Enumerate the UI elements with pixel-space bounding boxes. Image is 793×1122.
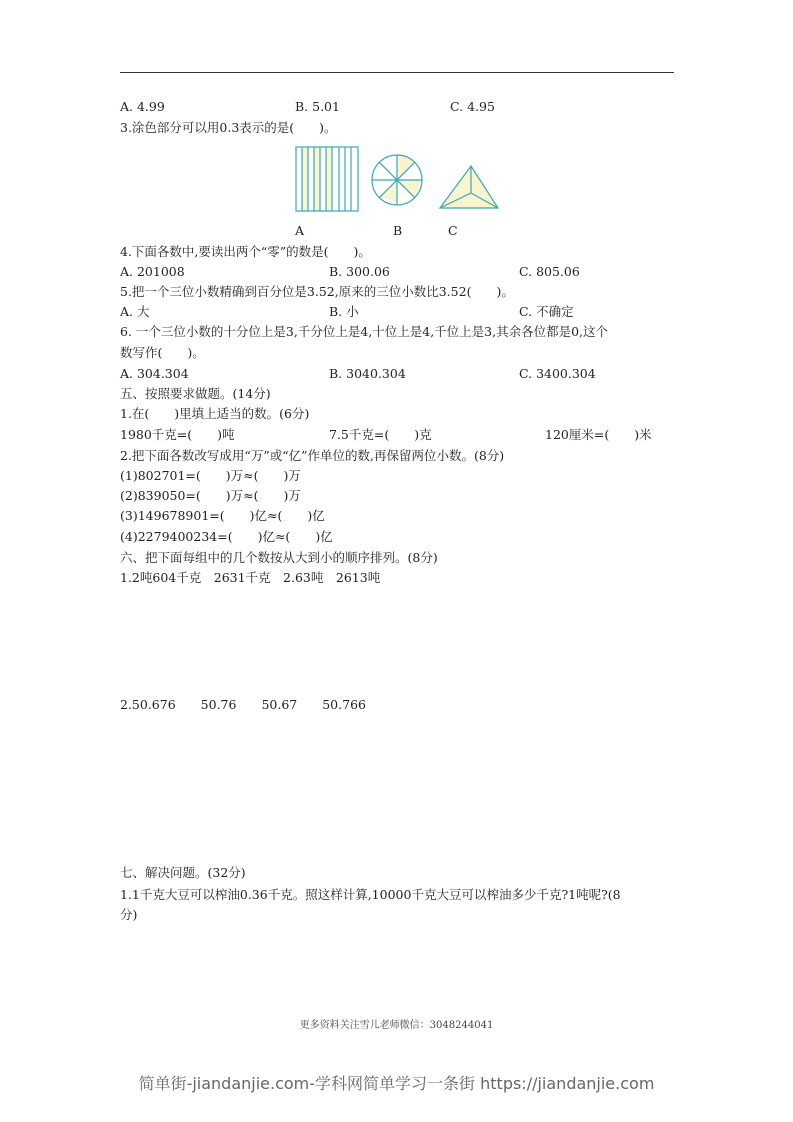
s7-question-1: 1.1千克大豆可以榨油0.36千克。照这样计算,10000千克大豆可以榨油多少千克?1吨呢?(8 (120, 887, 621, 902)
question-5: 5.把一个三位小数精确到百分位是3.52,原来的三位小数比3.52( )。 (120, 284, 514, 299)
footer-note: 更多资料关注雪儿老师微信：3048244041 (299, 1020, 494, 1031)
s5-question-1: 1.在( )里填上适当的数。(6分) (120, 406, 310, 421)
figure-b-circle (372, 155, 422, 205)
figure-label: B (393, 223, 403, 238)
figure-label: C (448, 223, 458, 238)
option: C. 不确定 (519, 304, 574, 319)
question-3: 3.涂色部分可以用0.3表示的是( )。 (120, 120, 337, 135)
option: B. 小 (329, 304, 359, 319)
question-4: 4.下面各数中,要读出两个“零”的数是( )。 (120, 244, 371, 259)
s6-group-2: 2.50.676 50.76 50.67 50.766 (120, 697, 366, 712)
s5-question-2: 2.把下面各数改写成用“万”或“亿”作单位的数,再保留两位小数。(8分) (120, 448, 505, 463)
s7-question-1-cont: 分) (120, 907, 138, 922)
option: C. 805.06 (519, 264, 580, 279)
fill-item: 1980千克=( )吨 (120, 427, 235, 442)
figure-label: A (295, 223, 305, 238)
section-5-title: 五、按照要求做题。(14分) (120, 386, 271, 401)
s6-group-1: 1.2吨604千克 2631千克 2.63吨 2613吨 (120, 570, 381, 585)
q3-figures (0, 0, 793, 240)
figure-a-square (296, 147, 358, 211)
option: B. 300.06 (329, 264, 390, 279)
option: B. 5.01 (295, 99, 340, 114)
question-6: 6. 一个三位小数的十分位上是3,千分位上是4,十位上是4,千位上是3,其余各位都是0,这个 (120, 324, 609, 339)
option: A. 大 (120, 304, 150, 319)
option: A. 201008 (120, 264, 185, 279)
option: A. 304.304 (120, 366, 189, 381)
fill-item: (4)2279400234=( )亿≈( )亿 (120, 529, 333, 544)
option: C. 3400.304 (519, 366, 596, 381)
section-7-title: 七、解决问题。(32分) (120, 865, 246, 880)
fill-item: (3)149678901=( )亿≈( )亿 (120, 508, 325, 523)
figure-c-triangle (440, 166, 498, 208)
fill-item: 7.5千克=( )克 (329, 427, 432, 442)
question-6-cont: 数写作( )。 (120, 345, 205, 360)
option: C. 4.95 (450, 99, 495, 114)
fill-item: (2)839050=( )万≈( )万 (120, 488, 301, 503)
section-6-title: 六、把下面每组中的几个数按从大到小的顺序排列。(8分) (120, 550, 438, 565)
fill-item: 120厘米=( )米 (545, 427, 652, 442)
option: A. 4.99 (120, 99, 165, 114)
fill-item: (1)802701=( )万≈( )万 (120, 468, 301, 483)
option: B. 3040.304 (329, 366, 406, 381)
watermark: 简单街-jiandanjie.com-学科网简单学习一条街 https://jiandanjie.com (138, 1074, 655, 1093)
